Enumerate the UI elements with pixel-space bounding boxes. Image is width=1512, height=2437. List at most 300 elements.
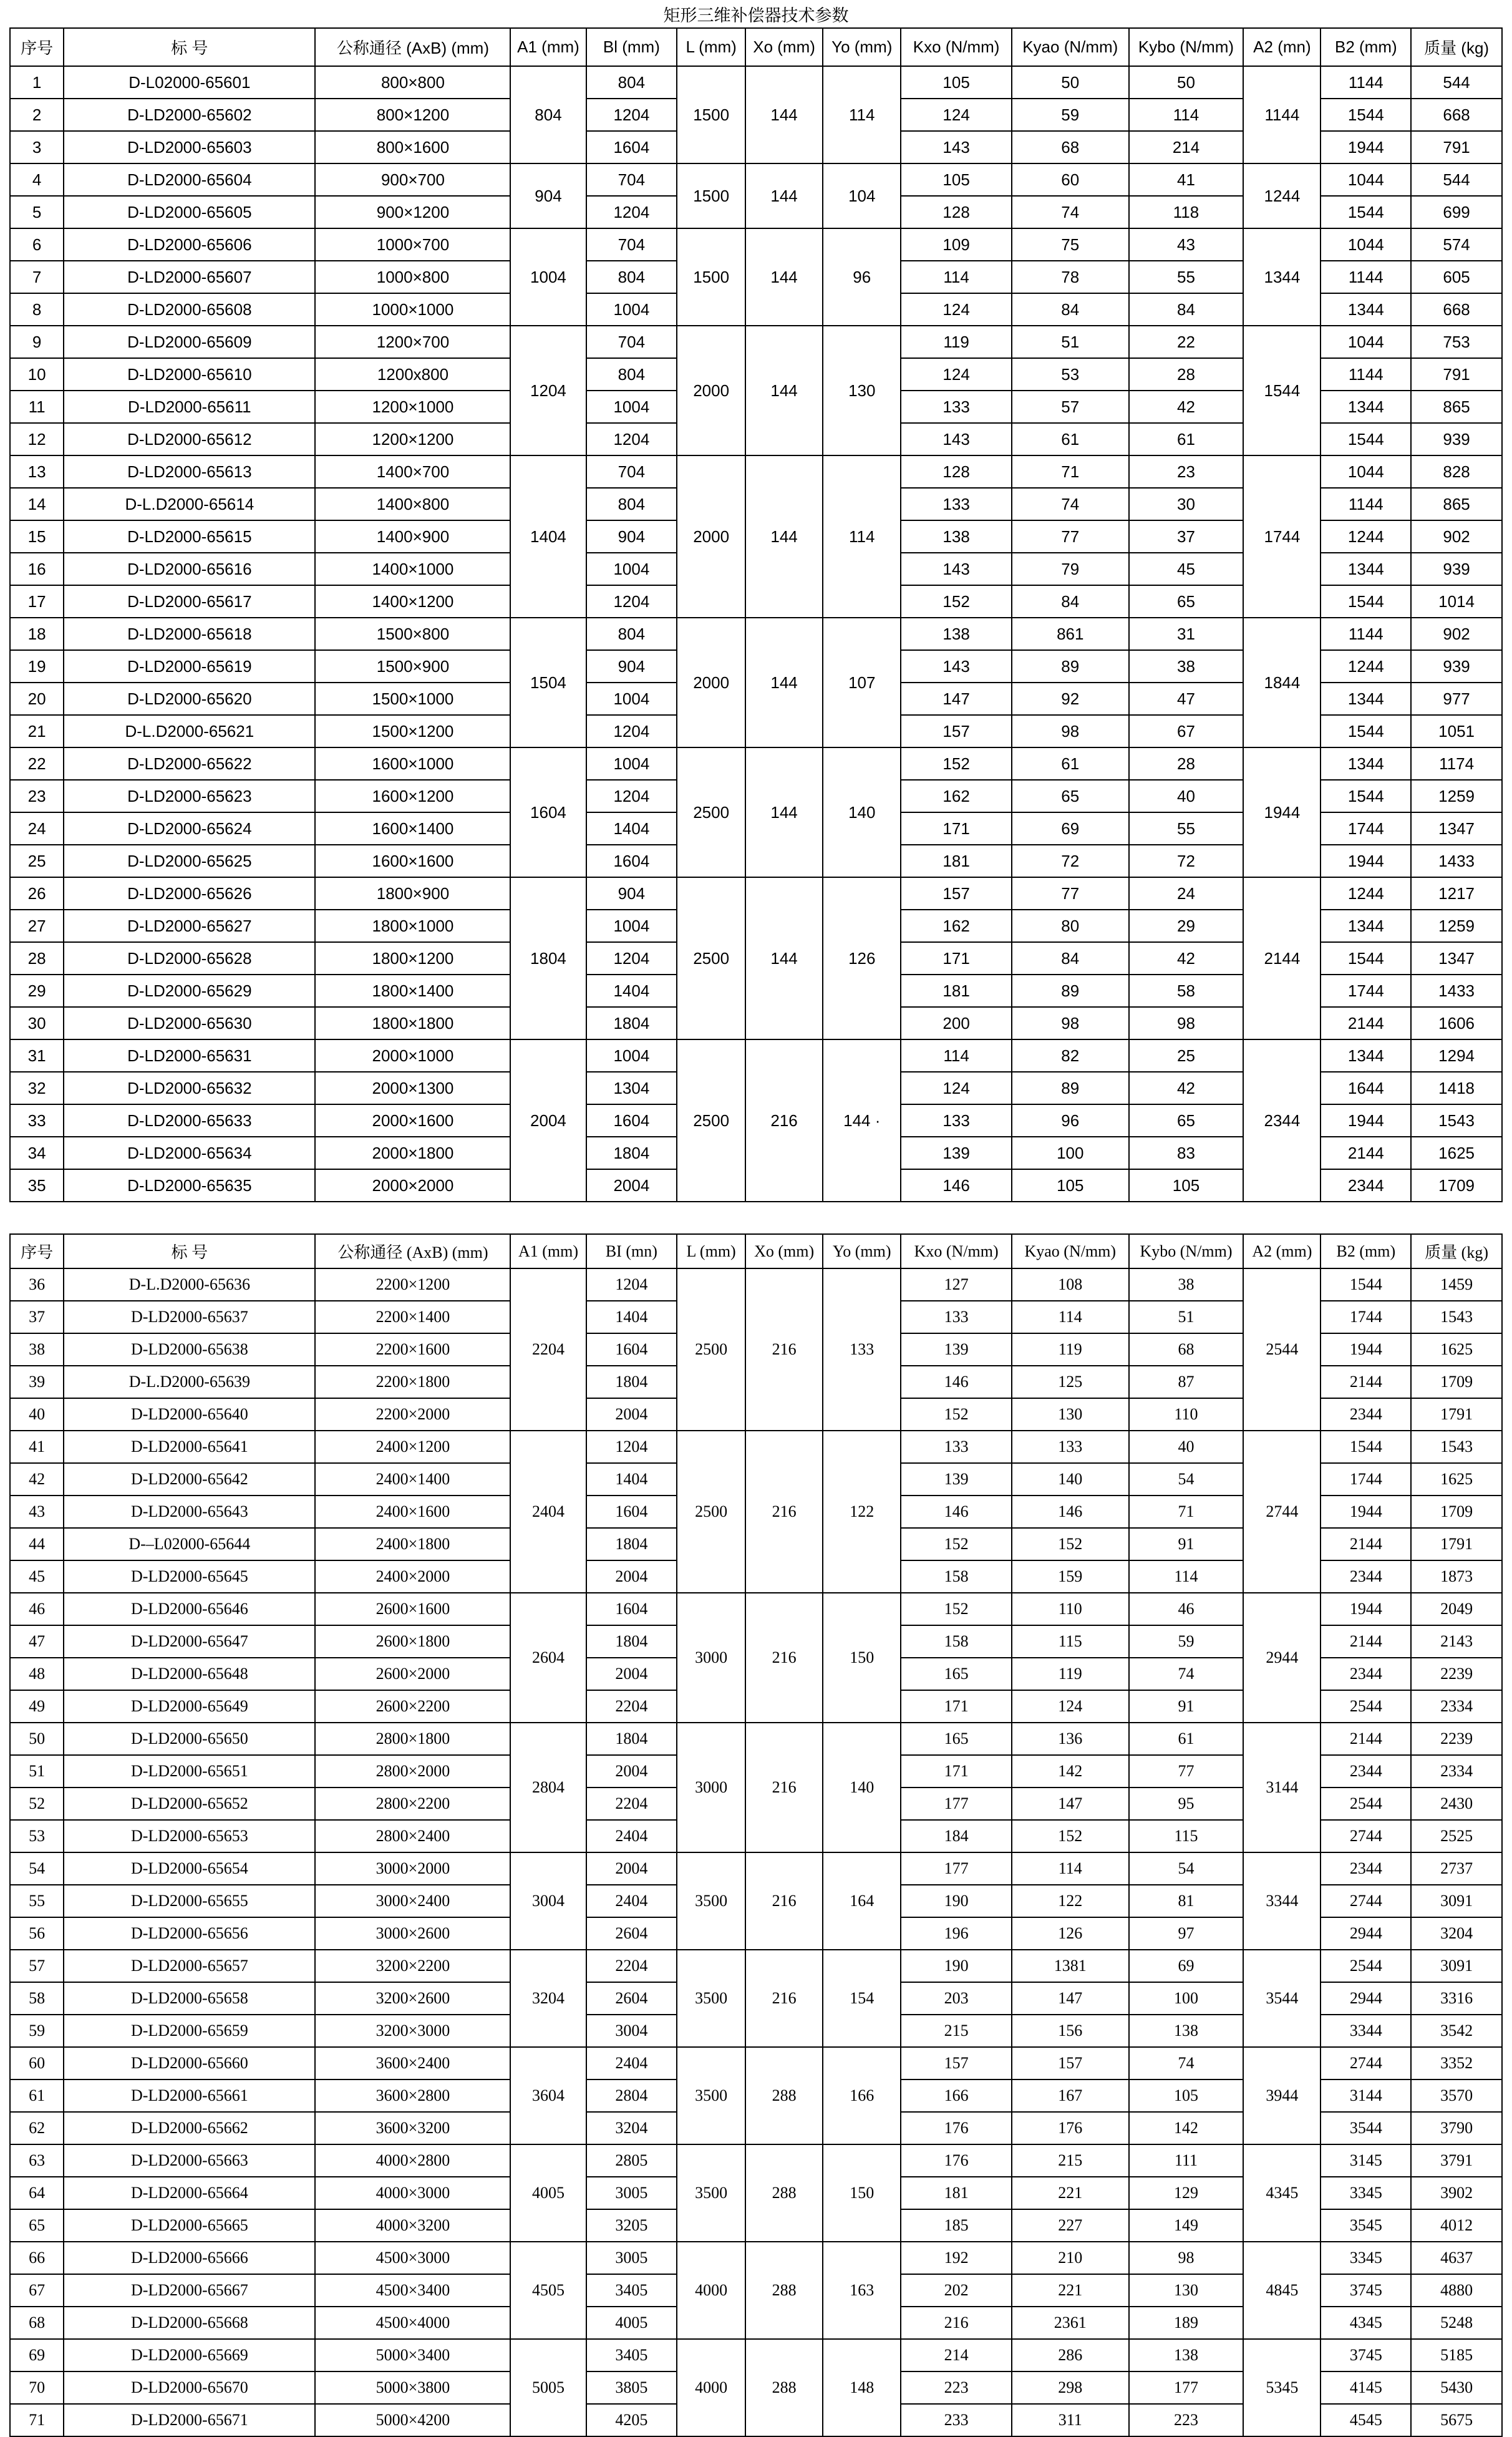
cell-seq: 21 bbox=[10, 715, 64, 747]
cell-seq: 24 bbox=[10, 812, 64, 845]
cell-b1: 1204 bbox=[586, 780, 677, 812]
cell-kyao: 152 bbox=[1012, 1528, 1129, 1560]
cell-model: D-LD2000-65602 bbox=[64, 99, 315, 131]
cell-kxo: 133 bbox=[901, 1104, 1012, 1137]
cell-model: D-LD2000-65631 bbox=[64, 1039, 315, 1072]
cell-kybo: 114 bbox=[1129, 1560, 1244, 1593]
cell-yo: 150 bbox=[823, 2144, 901, 2242]
cell-a1: 1004 bbox=[510, 228, 586, 326]
cell-b1: 2004 bbox=[586, 1755, 677, 1788]
cell-kyao: 861 bbox=[1012, 618, 1129, 650]
header-b2: B2 (mm) bbox=[1321, 28, 1411, 66]
cell-nominal-size: 3200×3000 bbox=[315, 2015, 510, 2047]
cell-weight: 828 bbox=[1411, 455, 1502, 488]
cell-nominal-size: 3200×2200 bbox=[315, 1950, 510, 1982]
cell-kyao: 96 bbox=[1012, 1104, 1129, 1137]
cell-weight: 1014 bbox=[1411, 585, 1502, 618]
cell-kybo: 77 bbox=[1129, 1755, 1244, 1788]
cell-seq: 1 bbox=[10, 66, 64, 99]
cell-yo: 144 · bbox=[823, 1039, 901, 1202]
cell-yo: 114 bbox=[823, 455, 901, 618]
cell-a2: 3344 bbox=[1243, 1852, 1321, 1950]
cell-weight: 1606 bbox=[1411, 1007, 1502, 1039]
cell-seq: 4 bbox=[10, 163, 64, 196]
cell-xo: 144 bbox=[745, 326, 823, 455]
cell-xo: 216 bbox=[745, 1950, 823, 2047]
cell-weight: 1051 bbox=[1411, 715, 1502, 747]
cell-kxo: 196 bbox=[901, 1917, 1012, 1950]
cell-kybo: 83 bbox=[1129, 1137, 1244, 1169]
cell-model: D-LD2000-65605 bbox=[64, 196, 315, 228]
cell-kyao: 130 bbox=[1012, 1398, 1129, 1431]
cell-weight: 3316 bbox=[1411, 1982, 1502, 2015]
cell-kybo: 42 bbox=[1129, 942, 1244, 975]
cell-yo: 114 bbox=[823, 66, 901, 163]
cell-b1: 3205 bbox=[586, 2209, 677, 2242]
cell-model: D-LD2000-65609 bbox=[64, 326, 315, 358]
cell-model: D-LD2000-65641 bbox=[64, 1431, 315, 1463]
cell-seq: 33 bbox=[10, 1104, 64, 1137]
cell-kxo: 171 bbox=[901, 942, 1012, 975]
cell-l: 2000 bbox=[677, 618, 745, 747]
cell-kyao: 84 bbox=[1012, 942, 1129, 975]
cell-l: 4000 bbox=[677, 2339, 745, 2436]
cell-weight: 2239 bbox=[1411, 1723, 1502, 1755]
cell-kyao: 68 bbox=[1012, 131, 1129, 163]
cell-kyao: 124 bbox=[1012, 1690, 1129, 1723]
cell-model: D-LD2000-65660 bbox=[64, 2047, 315, 2079]
cell-kybo: 47 bbox=[1129, 683, 1244, 715]
cell-model: D-LD2000-65651 bbox=[64, 1755, 315, 1788]
cell-seq: 44 bbox=[10, 1528, 64, 1560]
cell-yo: 166 bbox=[823, 2047, 901, 2144]
cell-kybo: 31 bbox=[1129, 618, 1244, 650]
cell-seq: 3 bbox=[10, 131, 64, 163]
cell-weight: 2049 bbox=[1411, 1593, 1502, 1625]
cell-seq: 28 bbox=[10, 942, 64, 975]
cell-kxo: 146 bbox=[901, 1366, 1012, 1398]
cell-seq: 23 bbox=[10, 780, 64, 812]
table-row bbox=[10, 1593, 1502, 1625]
cell-weight: 1625 bbox=[1411, 1333, 1502, 1366]
cell-b1: 1204 bbox=[586, 99, 677, 131]
cell-seq: 20 bbox=[10, 683, 64, 715]
cell-model: D-L.D2000-65614 bbox=[64, 488, 315, 520]
cell-kybo: 58 bbox=[1129, 975, 1244, 1007]
cell-kxo: 181 bbox=[901, 845, 1012, 877]
cell-a2: 3144 bbox=[1243, 1723, 1321, 1852]
cell-b2: 1144 bbox=[1321, 358, 1411, 391]
cell-seq: 18 bbox=[10, 618, 64, 650]
cell-weight: 5185 bbox=[1411, 2339, 1502, 2371]
cell-seq: 15 bbox=[10, 520, 64, 553]
table-row bbox=[10, 66, 1502, 99]
cell-yo: 148 bbox=[823, 2339, 901, 2436]
table-row bbox=[10, 326, 1502, 358]
cell-b2: 1344 bbox=[1321, 293, 1411, 326]
cell-b1: 1004 bbox=[586, 747, 677, 780]
cell-model: D-–L02000-65644 bbox=[64, 1528, 315, 1560]
cell-kyao: 89 bbox=[1012, 1072, 1129, 1104]
cell-weight: 1259 bbox=[1411, 780, 1502, 812]
table-row bbox=[10, 2242, 1502, 2274]
cell-b1: 2404 bbox=[586, 2047, 677, 2079]
cell-seq: 43 bbox=[10, 1496, 64, 1528]
cell-model: D-LD2000-65647 bbox=[64, 1625, 315, 1658]
cell-xo: 144 bbox=[745, 66, 823, 163]
cell-model: D-LD2000-65612 bbox=[64, 423, 315, 455]
cell-a1: 2604 bbox=[510, 1593, 586, 1723]
cell-kybo: 105 bbox=[1129, 1169, 1244, 1202]
cell-kybo: 111 bbox=[1129, 2144, 1244, 2177]
header-l: L (mm) bbox=[677, 28, 745, 66]
cell-nominal-size: 1000×700 bbox=[315, 228, 510, 261]
cell-b1: 1004 bbox=[586, 293, 677, 326]
cell-b2: 3745 bbox=[1321, 2274, 1411, 2307]
cell-b1: 2204 bbox=[586, 1788, 677, 1820]
cell-l: 3000 bbox=[677, 1593, 745, 1723]
cell-seq: 6 bbox=[10, 228, 64, 261]
cell-b2: 1144 bbox=[1321, 618, 1411, 650]
cell-model: D-LD2000-65625 bbox=[64, 845, 315, 877]
cell-seq: 27 bbox=[10, 910, 64, 942]
cell-kxo: 147 bbox=[901, 683, 1012, 715]
cell-model: D-LD2000-65634 bbox=[64, 1137, 315, 1169]
cell-seq: 35 bbox=[10, 1169, 64, 1202]
cell-kyao: 77 bbox=[1012, 520, 1129, 553]
cell-l: 3500 bbox=[677, 2144, 745, 2242]
cell-kxo: 124 bbox=[901, 293, 1012, 326]
table-row bbox=[10, 618, 1502, 650]
cell-weight: 753 bbox=[1411, 326, 1502, 358]
cell-nominal-size: 1500×900 bbox=[315, 650, 510, 683]
cell-kybo: 110 bbox=[1129, 1398, 1244, 1431]
cell-l: 2500 bbox=[677, 877, 745, 1039]
cell-weight: 3902 bbox=[1411, 2177, 1502, 2209]
cell-model: D-LD2000-65653 bbox=[64, 1820, 315, 1852]
table-row bbox=[10, 2047, 1502, 2079]
cell-kxo: 185 bbox=[901, 2209, 1012, 2242]
cell-nominal-size: 2200×2000 bbox=[315, 1398, 510, 1431]
cell-kxo: 157 bbox=[901, 877, 1012, 910]
cell-seq: 31 bbox=[10, 1039, 64, 1072]
cell-a2: 1944 bbox=[1243, 747, 1321, 877]
cell-b1: 3204 bbox=[586, 2112, 677, 2144]
cell-b2: 1744 bbox=[1321, 1301, 1411, 1333]
cell-b2: 1544 bbox=[1321, 715, 1411, 747]
cell-a1: 2004 bbox=[510, 1039, 586, 1202]
cell-b2: 2344 bbox=[1321, 1755, 1411, 1788]
cell-yo: 122 bbox=[823, 1431, 901, 1593]
header-a2: A2 (mm) bbox=[1243, 1234, 1321, 1268]
cell-kybo: 177 bbox=[1129, 2371, 1244, 2404]
cell-kyao: 57 bbox=[1012, 391, 1129, 423]
cell-kyao: 152 bbox=[1012, 1820, 1129, 1852]
cell-seq: 30 bbox=[10, 1007, 64, 1039]
table-row bbox=[10, 1039, 1502, 1072]
cell-kybo: 98 bbox=[1129, 2242, 1244, 2274]
cell-weight: 3542 bbox=[1411, 2015, 1502, 2047]
cell-seq: 63 bbox=[10, 2144, 64, 2177]
cell-kyao: 147 bbox=[1012, 1982, 1129, 2015]
cell-nominal-size: 5000×3400 bbox=[315, 2339, 510, 2371]
cell-nominal-size: 3600×3200 bbox=[315, 2112, 510, 2144]
cell-weight: 977 bbox=[1411, 683, 1502, 715]
cell-a1: 1504 bbox=[510, 618, 586, 747]
cell-xo: 144 bbox=[745, 747, 823, 877]
cell-b2: 4545 bbox=[1321, 2404, 1411, 2436]
cell-model: D-LD2000-65624 bbox=[64, 812, 315, 845]
cell-seq: 45 bbox=[10, 1560, 64, 1593]
cell-a2: 5345 bbox=[1243, 2339, 1321, 2436]
cell-kybo: 38 bbox=[1129, 650, 1244, 683]
cell-nominal-size: 1400×900 bbox=[315, 520, 510, 553]
cell-model: D-LD2000-65643 bbox=[64, 1496, 315, 1528]
cell-nominal-size: 1500×1000 bbox=[315, 683, 510, 715]
cell-kybo: 67 bbox=[1129, 715, 1244, 747]
cell-kyao: 98 bbox=[1012, 715, 1129, 747]
header-kybo: Kybo (N/mm) bbox=[1129, 1234, 1244, 1268]
cell-model: D-LD2000-65670 bbox=[64, 2371, 315, 2404]
cell-seq: 64 bbox=[10, 2177, 64, 2209]
cell-kybo: 130 bbox=[1129, 2274, 1244, 2307]
cell-kybo: 84 bbox=[1129, 293, 1244, 326]
cell-seq: 65 bbox=[10, 2209, 64, 2242]
cell-kybo: 74 bbox=[1129, 2047, 1244, 2079]
cell-kyao: 125 bbox=[1012, 1366, 1129, 1398]
cell-kyao: 115 bbox=[1012, 1625, 1129, 1658]
cell-kyao: 215 bbox=[1012, 2144, 1129, 2177]
cell-xo: 144 bbox=[745, 618, 823, 747]
cell-kybo: 118 bbox=[1129, 196, 1244, 228]
cell-kybo: 95 bbox=[1129, 1788, 1244, 1820]
cell-seq: 48 bbox=[10, 1658, 64, 1690]
cell-b2: 3544 bbox=[1321, 2112, 1411, 2144]
cell-a2: 3944 bbox=[1243, 2047, 1321, 2144]
cell-weight: 1709 bbox=[1411, 1496, 1502, 1528]
cell-seq: 10 bbox=[10, 358, 64, 391]
cell-yo: 140 bbox=[823, 1723, 901, 1852]
cell-nominal-size: 1200×1200 bbox=[315, 423, 510, 455]
cell-b2: 1544 bbox=[1321, 196, 1411, 228]
cell-b2: 1344 bbox=[1321, 1039, 1411, 1072]
cell-model: D-LD2000-65666 bbox=[64, 2242, 315, 2274]
cell-b1: 704 bbox=[586, 326, 677, 358]
cell-kybo: 45 bbox=[1129, 553, 1244, 585]
cell-b1: 1404 bbox=[586, 1463, 677, 1496]
cell-yo: 104 bbox=[823, 163, 901, 228]
header-a2: A2 (mn) bbox=[1243, 28, 1321, 66]
header-weight: 质量 (kg) bbox=[1411, 1234, 1502, 1268]
header-row bbox=[10, 1234, 1502, 1268]
cell-nominal-size: 2000×1600 bbox=[315, 1104, 510, 1137]
cell-nominal-size: 2200×1400 bbox=[315, 1301, 510, 1333]
cell-kyao: 61 bbox=[1012, 423, 1129, 455]
table-row bbox=[10, 455, 1502, 488]
cell-b1: 1204 bbox=[586, 196, 677, 228]
cell-b2: 1944 bbox=[1321, 845, 1411, 877]
cell-a1: 1604 bbox=[510, 747, 586, 877]
cell-yo: 140 bbox=[823, 747, 901, 877]
cell-b1: 1804 bbox=[586, 1528, 677, 1560]
cell-kybo: 97 bbox=[1129, 1917, 1244, 1950]
header-b1: BI (mn) bbox=[586, 1234, 677, 1268]
cell-xo: 288 bbox=[745, 2242, 823, 2339]
cell-nominal-size: 1800×1400 bbox=[315, 975, 510, 1007]
cell-b2: 1144 bbox=[1321, 488, 1411, 520]
cell-kyao: 53 bbox=[1012, 358, 1129, 391]
cell-kxo: 139 bbox=[901, 1333, 1012, 1366]
header-b1: Bl (mm) bbox=[586, 28, 677, 66]
cell-l: 1500 bbox=[677, 228, 745, 326]
cell-nominal-size: 5000×3800 bbox=[315, 2371, 510, 2404]
cell-b2: 3145 bbox=[1321, 2144, 1411, 2177]
cell-b2: 4345 bbox=[1321, 2307, 1411, 2339]
cell-model: D-L02000-65601 bbox=[64, 66, 315, 99]
cell-kxo: 105 bbox=[901, 163, 1012, 196]
cell-nominal-size: 800×800 bbox=[315, 66, 510, 99]
cell-kxo: 128 bbox=[901, 196, 1012, 228]
cell-weight: 1294 bbox=[1411, 1039, 1502, 1072]
cell-kybo: 23 bbox=[1129, 455, 1244, 488]
cell-xo: 288 bbox=[745, 2144, 823, 2242]
cell-model: D-LD2000-65637 bbox=[64, 1301, 315, 1333]
cell-kxo: 171 bbox=[901, 812, 1012, 845]
cell-seq: 17 bbox=[10, 585, 64, 618]
cell-kyao: 122 bbox=[1012, 1885, 1129, 1917]
cell-model: D-LD2000-65663 bbox=[64, 2144, 315, 2177]
cell-seq: 26 bbox=[10, 877, 64, 910]
cell-kyao: 119 bbox=[1012, 1333, 1129, 1366]
cell-kxo: 215 bbox=[901, 2015, 1012, 2047]
cell-a2: 2144 bbox=[1243, 877, 1321, 1039]
cell-nominal-size: 4500×3400 bbox=[315, 2274, 510, 2307]
cell-weight: 1791 bbox=[1411, 1398, 1502, 1431]
cell-nominal-size: 2800×1800 bbox=[315, 1723, 510, 1755]
cell-kybo: 105 bbox=[1129, 2079, 1244, 2112]
cell-weight: 3352 bbox=[1411, 2047, 1502, 2079]
cell-kxo: 143 bbox=[901, 131, 1012, 163]
cell-yo: 107 bbox=[823, 618, 901, 747]
cell-kxo: 133 bbox=[901, 1431, 1012, 1463]
cell-kxo: 162 bbox=[901, 910, 1012, 942]
cell-kxo: 127 bbox=[901, 1268, 1012, 1301]
cell-kyao: 110 bbox=[1012, 1593, 1129, 1625]
cell-b1: 1804 bbox=[586, 1137, 677, 1169]
cell-kxo: 223 bbox=[901, 2371, 1012, 2404]
cell-kxo: 157 bbox=[901, 2047, 1012, 2079]
cell-kyao: 77 bbox=[1012, 877, 1129, 910]
cell-kybo: 223 bbox=[1129, 2404, 1244, 2436]
cell-a1: 3604 bbox=[510, 2047, 586, 2144]
cell-kybo: 28 bbox=[1129, 358, 1244, 391]
cell-a2: 1244 bbox=[1243, 163, 1321, 228]
cell-kybo: 69 bbox=[1129, 1950, 1244, 1982]
cell-b2: 4145 bbox=[1321, 2371, 1411, 2404]
cell-seq: 46 bbox=[10, 1593, 64, 1625]
header-seq: 序号 bbox=[10, 1234, 64, 1268]
cell-nominal-size: 1400×1200 bbox=[315, 585, 510, 618]
cell-nominal-size: 2400×1600 bbox=[315, 1496, 510, 1528]
cell-nominal-size: 2400×1400 bbox=[315, 1463, 510, 1496]
cell-model: D-LD2000-65662 bbox=[64, 2112, 315, 2144]
cell-b1: 1404 bbox=[586, 975, 677, 1007]
cell-xo: 144 bbox=[745, 163, 823, 228]
cell-b1: 1204 bbox=[586, 942, 677, 975]
cell-b1: 1804 bbox=[586, 1366, 677, 1398]
cell-b2: 2544 bbox=[1321, 1690, 1411, 1723]
cell-kybo: 29 bbox=[1129, 910, 1244, 942]
cell-b2: 2344 bbox=[1321, 1852, 1411, 1885]
cell-kxo: 177 bbox=[901, 1852, 1012, 1885]
cell-kyao: 156 bbox=[1012, 2015, 1129, 2047]
cell-l: 3500 bbox=[677, 1950, 745, 2047]
cell-b2: 3545 bbox=[1321, 2209, 1411, 2242]
cell-nominal-size: 1000×800 bbox=[315, 261, 510, 293]
cell-l: 3500 bbox=[677, 1852, 745, 1950]
cell-model: D-LD2000-65654 bbox=[64, 1852, 315, 1885]
header-kyao: Kyao (N/mm) bbox=[1012, 28, 1129, 66]
cell-kxo: 200 bbox=[901, 1007, 1012, 1039]
header-yo: Yo (mm) bbox=[823, 1234, 901, 1268]
cell-nominal-size: 4000×2800 bbox=[315, 2144, 510, 2177]
cell-b1: 1004 bbox=[586, 683, 677, 715]
cell-b2: 2144 bbox=[1321, 1007, 1411, 1039]
cell-xo: 216 bbox=[745, 1268, 823, 1431]
cell-b1: 3405 bbox=[586, 2339, 677, 2371]
cell-kyao: 89 bbox=[1012, 975, 1129, 1007]
header-model: 标 号 bbox=[64, 1234, 315, 1268]
cell-kybo: 114 bbox=[1129, 99, 1244, 131]
cell-kxo: 124 bbox=[901, 99, 1012, 131]
cell-weight: 865 bbox=[1411, 488, 1502, 520]
cell-b1: 1604 bbox=[586, 1496, 677, 1528]
cell-nominal-size: 1600×1600 bbox=[315, 845, 510, 877]
cell-kyao: 84 bbox=[1012, 585, 1129, 618]
cell-seq: 69 bbox=[10, 2339, 64, 2371]
cell-b2: 1344 bbox=[1321, 553, 1411, 585]
cell-kxo: 114 bbox=[901, 261, 1012, 293]
table-row bbox=[10, 1950, 1502, 1982]
cell-nominal-size: 2000×1800 bbox=[315, 1137, 510, 1169]
cell-weight: 1418 bbox=[1411, 1072, 1502, 1104]
cell-seq: 49 bbox=[10, 1690, 64, 1723]
cell-nominal-size: 4000×3000 bbox=[315, 2177, 510, 2209]
cell-kxo: 177 bbox=[901, 1788, 1012, 1820]
cell-yo: 130 bbox=[823, 326, 901, 455]
cell-l: 2500 bbox=[677, 1268, 745, 1431]
cell-nominal-size: 3000×2600 bbox=[315, 1917, 510, 1950]
cell-seq: 8 bbox=[10, 293, 64, 326]
cell-kyao: 50 bbox=[1012, 66, 1129, 99]
cell-seq: 14 bbox=[10, 488, 64, 520]
cell-model: D-LD2000-65659 bbox=[64, 2015, 315, 2047]
cell-l: 2500 bbox=[677, 747, 745, 877]
cell-nominal-size: 2400×1200 bbox=[315, 1431, 510, 1463]
cell-b1: 2404 bbox=[586, 1885, 677, 1917]
cell-model: D-LD2000-65604 bbox=[64, 163, 315, 196]
cell-kybo: 51 bbox=[1129, 1301, 1244, 1333]
cell-b2: 3745 bbox=[1321, 2339, 1411, 2371]
cell-nominal-size: 1200×700 bbox=[315, 326, 510, 358]
cell-weight: 3570 bbox=[1411, 2079, 1502, 2112]
cell-kyao: 79 bbox=[1012, 553, 1129, 585]
cell-b1: 2805 bbox=[586, 2144, 677, 2177]
cell-kyao: 114 bbox=[1012, 1301, 1129, 1333]
cell-nominal-size: 3200×2600 bbox=[315, 1982, 510, 2015]
cell-seq: 34 bbox=[10, 1137, 64, 1169]
cell-b1: 3805 bbox=[586, 2371, 677, 2404]
